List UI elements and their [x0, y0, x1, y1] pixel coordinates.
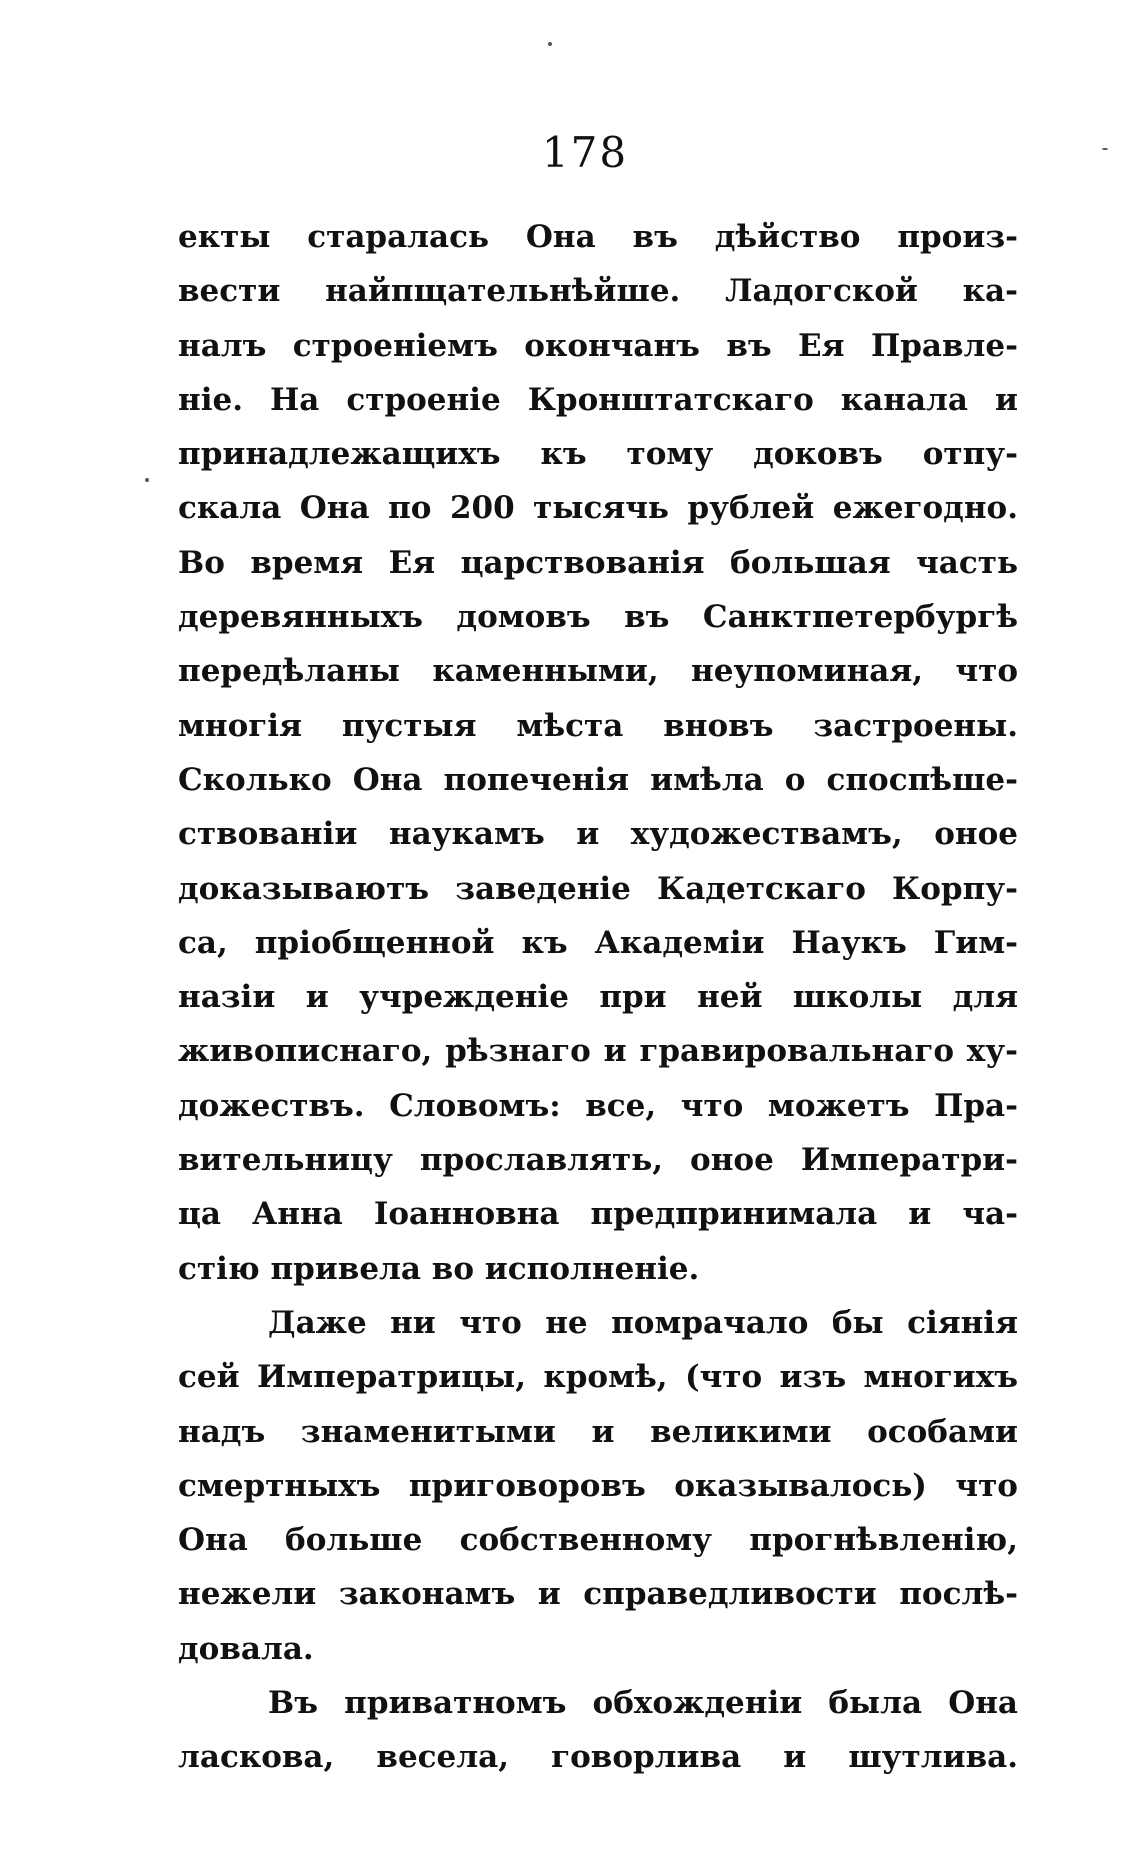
text-line: Даже ни что не помрачало бы сіянія: [268, 1304, 1018, 1341]
text-line: ствованіи наукамъ и художествамъ, оное: [178, 816, 1018, 853]
text-line: ніе. На строеніе Кронштатскаго канала и: [178, 381, 1018, 418]
text-line: нежели законамъ и справедливости послѣ-: [178, 1576, 1018, 1613]
text-line: стію привела во исполненіе.: [178, 1250, 700, 1287]
text-line: Сколько Она попеченія имѣла о споспѣше-: [178, 761, 1018, 798]
text-line: Въ приватномъ обхожденіи была Она: [268, 1685, 1018, 1722]
text-line: вительницу прославлять, оное Императри-: [178, 1142, 1018, 1179]
text-line: екты старалась Она въ дѣйство произ-: [178, 219, 1018, 255]
text-line: многія пустыя мѣста вновъ застроены.: [178, 707, 1018, 744]
text-line: Во время Ея царствованія большая часть: [178, 544, 1018, 581]
text-line: Она больше собственному прогнѣвленію,: [178, 1522, 1018, 1559]
paper-speck: [145, 478, 149, 482]
text-line: назіи и учрежденіе при ней школы для: [178, 979, 1018, 1016]
text-line: са, пріобщенной къ Академіи Наукъ Гим-: [178, 924, 1018, 961]
text-line: живописнаго, рѣзнаго и гравировальнаго ху-: [178, 1033, 1018, 1070]
body-text: [178, 210, 1018, 1785]
page-number: 178: [541, 128, 629, 177]
text-line: дожествъ. Словомъ: все, что можетъ Пра-: [178, 1087, 1018, 1124]
text-line: довала.: [178, 1630, 314, 1667]
paragraph: [178, 210, 1018, 1296]
text-line: ласкова, весела, говорлива и шутлива.: [178, 1739, 1018, 1776]
text-line: скала Она по 200 тысячь рублей ежегодно.: [178, 490, 1018, 527]
paragraph: [178, 1676, 1018, 1785]
text-line: ца Анна Іоанновна предпринимала и ча-: [178, 1196, 1018, 1233]
text-line: деревянныхъ домовъ въ Санктпетербургѣ: [178, 599, 1018, 636]
text-line: доказываютъ заведеніе Кадетскаго Корпу-: [178, 870, 1018, 907]
text-line: передѣланы каменными, неупоминая, что: [178, 653, 1018, 690]
text-line: сей Императрицы, кромѣ, (что изъ многихъ: [178, 1359, 1018, 1396]
paragraph: [178, 1296, 1018, 1676]
paper-speck: [548, 42, 552, 46]
text-line: налъ строеніемъ окончанъ въ Ея Правле-: [178, 327, 1018, 364]
text-line: принадлежащихъ къ тому доковъ отпу-: [178, 436, 1018, 473]
text-line: смертныхъ приговоровъ оказывалось) что: [178, 1467, 1018, 1504]
text-line: вести найпщательнѣйше. Ладогской ка-: [178, 273, 1018, 310]
text-line: надъ знаменитыми и великими особами: [178, 1413, 1018, 1450]
